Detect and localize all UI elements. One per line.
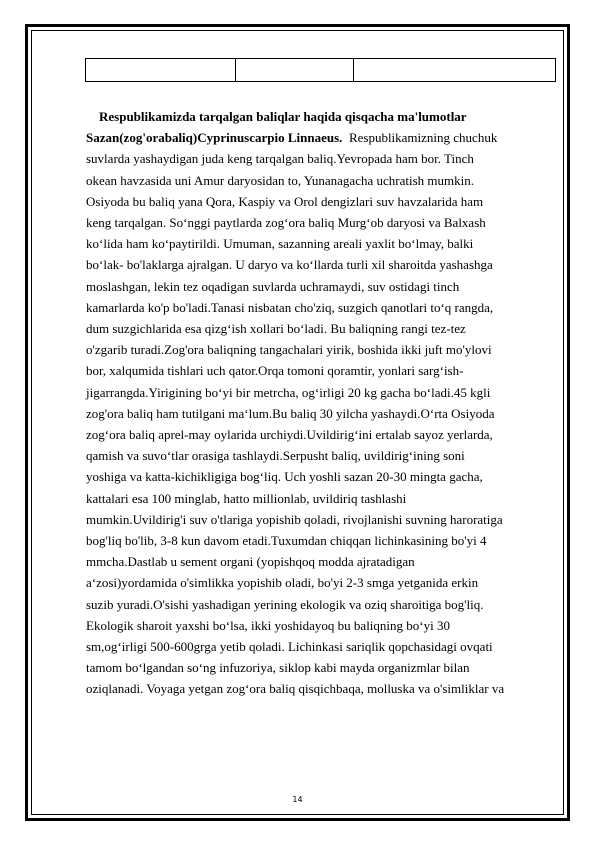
- line-text: bor, xalqumida tishlari uch qator.Orqa tomoni qoramtir, yonlari sarg‘ish-: [86, 363, 464, 379]
- body-text: [86, 106, 562, 700]
- text-line: [86, 403, 562, 424]
- text-line: [86, 254, 562, 275]
- line-text: sm,og‘irligi 500-600grga yetib qoladi. Lichinkasi sariqlik qopchasidagi ovqati: [86, 639, 493, 655]
- line-text: yoshiga va katta-kichikligiga bog‘liq. Uch yoshli sazan 20-30 mingta gacha,: [86, 469, 483, 485]
- text-line: [86, 148, 562, 169]
- table-row: [86, 59, 556, 82]
- line-text: Osiyoda bu baliq yana Qora, Kaspiy va Orol dengizlari suv havzalarida ham: [86, 193, 484, 209]
- section-heading: Respublikamizda tarqalgan baliqlar haqida qisqacha ma'lumotlar: [99, 109, 467, 124]
- line-text: bo‘lak- bo'laklarga ajralgan. U daryo va ko‘llarda turli xil sharoitda yashashga: [86, 257, 493, 273]
- table-cell: [354, 59, 556, 82]
- line-text: Respublikamizning chuchuk: [342, 130, 498, 146]
- text-line: [86, 551, 562, 572]
- text-line: [86, 509, 562, 530]
- text-line: [86, 657, 562, 678]
- page-number: 14: [292, 795, 303, 804]
- line-text: moslashgan, lekin tez oqadigan suvlarda uchramaydi, suv ostidagi tinch: [86, 278, 460, 294]
- text-line: [86, 233, 562, 254]
- line-text: zog‘ora baliq aprel-may oylarida urchiydi.Uvildirig‘ini ertalab sayoz yerlarda,: [86, 427, 493, 443]
- text-line: [86, 170, 562, 191]
- line-text: suzib yuradi.O'sishi yashadigan yerining ekologik va oziq sharoitiga bog'liq.: [86, 596, 484, 612]
- line-text: oziqlanadi. Voyaga yetgan zog‘ora baliq qisqichbaqa, molluska va o'simliklar va: [86, 681, 505, 697]
- line-text: dum suzgichlarida esa qizg‘ish xollari bo‘ladi. Bu baliqning rangi tez-tez: [86, 321, 466, 337]
- species-name: Sazan(zog'orabaliq)Cyprinuscarpio Linnaeus.: [86, 130, 343, 146]
- line-text: bog'liq bo'lib, 3-8 kun davom etadi.Tuxumdan chiqqan lichinkasining bo'yi 4: [86, 533, 487, 549]
- line-text: suvlarda yashaydigan juda keng tarqalgan baliq.Yevropada ham bor. Tinch: [86, 151, 474, 167]
- text-line: [86, 678, 562, 699]
- line-text: mmcha.Dastlab u sement organi (yopishqoq modda ajratadigan: [86, 554, 415, 570]
- text-line: [86, 636, 562, 657]
- line-text: o'zgarib turadi.Zog'ora baliqning tangachalari yirik, boshida ikki juft mo'ylovi: [86, 342, 492, 358]
- text-line: [86, 424, 562, 445]
- line-text: zog'ora baliq ham tutilgani ma‘lum.Bu baliq 30 yilcha yashaydi.O‘rta Osiyoda: [86, 405, 495, 421]
- table-cell: [236, 59, 354, 82]
- empty-table: [85, 58, 556, 82]
- line-text: jigarrangda.Yirigining bo‘yi bir metrcha, og‘irligi 20 kg gacha bo‘ladi.45 kgli: [86, 384, 491, 400]
- line-text: qamish va suvo‘tlar orasiga tashlaydi.Serpusht baliq, uvildirig‘ining soni: [86, 448, 465, 464]
- text-line: [86, 466, 562, 487]
- text-line: [86, 382, 562, 403]
- line-text: kattalari esa 100 minglab, hatto millionlab, uvildiriq tashlashi: [86, 490, 407, 506]
- line-text: tamom bo‘lgandan so‘ng infuzoriya, siklop kabi mayda organizmlar bilan: [86, 660, 470, 676]
- paragraph: [86, 127, 562, 699]
- line-text: mumkin.Uvildirig'i suv o'tlariga yopishib qoladi, rivojlanishi suvning haroratiga: [86, 511, 503, 527]
- table-cell: [86, 59, 236, 82]
- text-line: [86, 594, 562, 615]
- text-line: [86, 276, 562, 297]
- text-line: [86, 318, 562, 339]
- text-line: [86, 297, 562, 318]
- text-line: [86, 572, 562, 593]
- line-text: ko‘lida ham ko‘paytirildi. Umuman, sazanning areali yaxlit bo‘lmay, balki: [86, 236, 474, 252]
- text-line: [86, 212, 562, 233]
- text-line: [86, 445, 562, 466]
- text-line: [86, 488, 562, 509]
- line-text: okean havzasida uni Amur daryosidan to, Yunanagacha uchratish mumkin.: [86, 172, 474, 188]
- text-line: [86, 191, 562, 212]
- text-line: [86, 530, 562, 551]
- text-line: [86, 339, 562, 360]
- text-line: [86, 127, 562, 148]
- line-text: Ekologik sharoit yaxshi bo‘lsa, ikki yoshidayoq bu baliqning bo‘yi 30: [86, 617, 450, 633]
- line-text: kamarlarda ko'p bo'ladi.Tanasi nisbatan cho'ziq, suzgich qanotlari to‘q rangda,: [86, 299, 494, 315]
- line-text: a‘zosi)yordamida o'simlikka yopishib oladi, bo'yi 2-3 smga yetganida erkin: [86, 575, 479, 591]
- text-line: [86, 615, 562, 636]
- line-text: keng tarqalgan. So‘nggi paytlarda zog‘ora baliq Murg‘ob daryosi va Balxash: [86, 215, 486, 231]
- text-line: [86, 360, 562, 381]
